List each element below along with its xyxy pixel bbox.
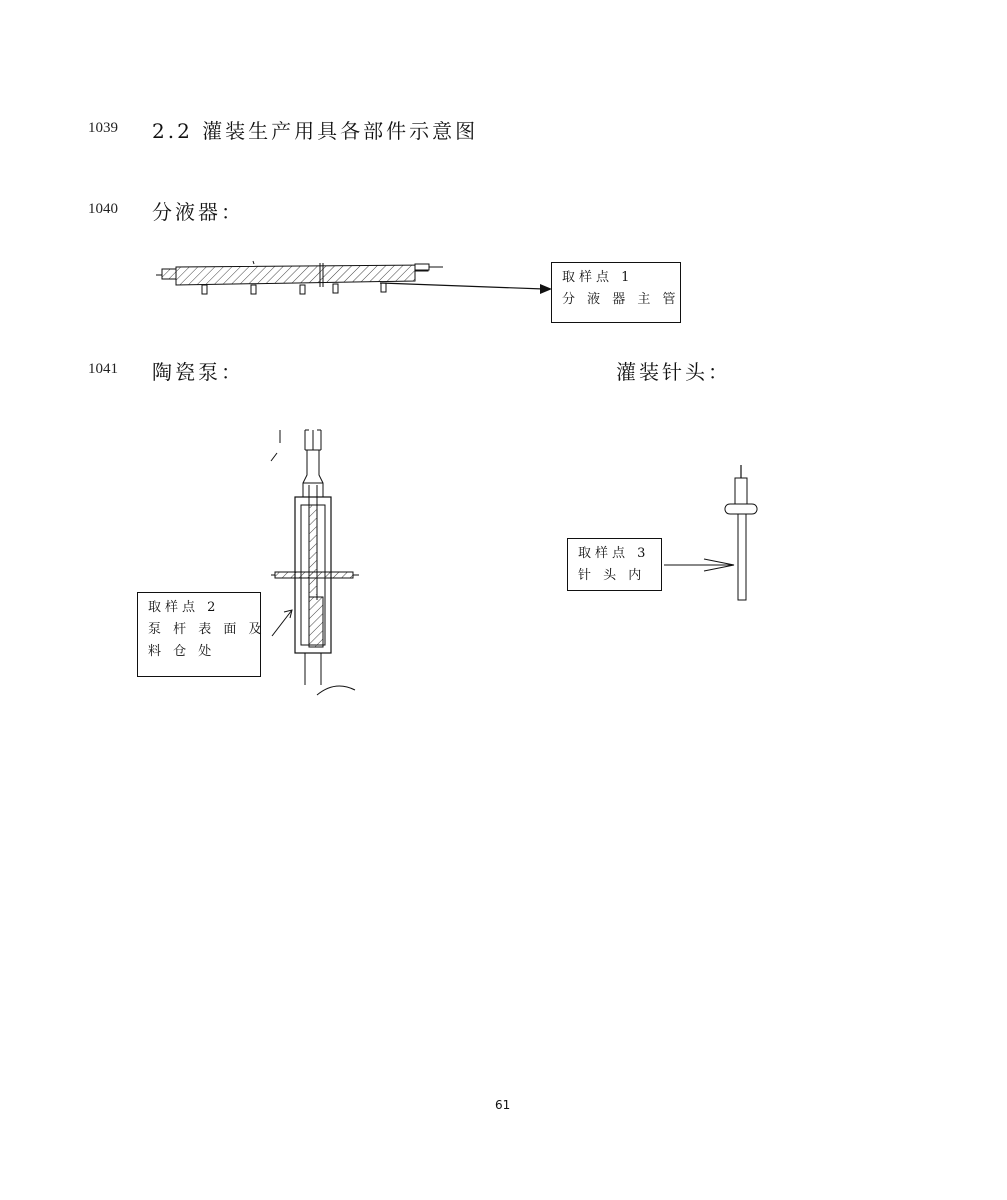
label-ceramic-pump: 陶瓷泵： bbox=[152, 360, 244, 384]
sample-point-3-desc: 针 头 内 bbox=[578, 568, 646, 583]
sample-point-2-desc-1: 泵 杆 表 面 及 bbox=[148, 622, 266, 637]
sample-point-2-box bbox=[137, 592, 266, 677]
sample-point-2-desc-2: 料 仓 处 bbox=[148, 644, 216, 659]
sample-point-2-title: 取样点 2 bbox=[148, 600, 220, 615]
arrow-sample-1 bbox=[380, 280, 560, 300]
sample-point-1-desc: 分 液 器 主 管 bbox=[562, 292, 680, 307]
line-number-1039: 1039 bbox=[88, 120, 118, 136]
sample-point-3-title: 取样点 3 bbox=[578, 546, 650, 561]
label-distributor: 分液器： bbox=[152, 200, 244, 224]
label-filling-needle: 灌装针头： bbox=[616, 360, 731, 384]
line-number-1041: 1041 bbox=[88, 361, 118, 377]
page-number: 61 bbox=[495, 1098, 511, 1112]
sample-point-1-box bbox=[551, 262, 681, 323]
ceramic-pump-diagram bbox=[265, 425, 365, 705]
sample-point-3-box bbox=[567, 538, 662, 591]
section-heading: 2.2 灌装生产用具各部件示意图 bbox=[152, 119, 479, 143]
line-number-1040: 1040 bbox=[88, 201, 118, 217]
arrow-sample-2 bbox=[268, 600, 298, 640]
arrow-sample-3 bbox=[662, 555, 742, 575]
filling-needle-diagram bbox=[720, 462, 760, 607]
sample-point-1-title: 取样点 1 bbox=[562, 270, 634, 285]
